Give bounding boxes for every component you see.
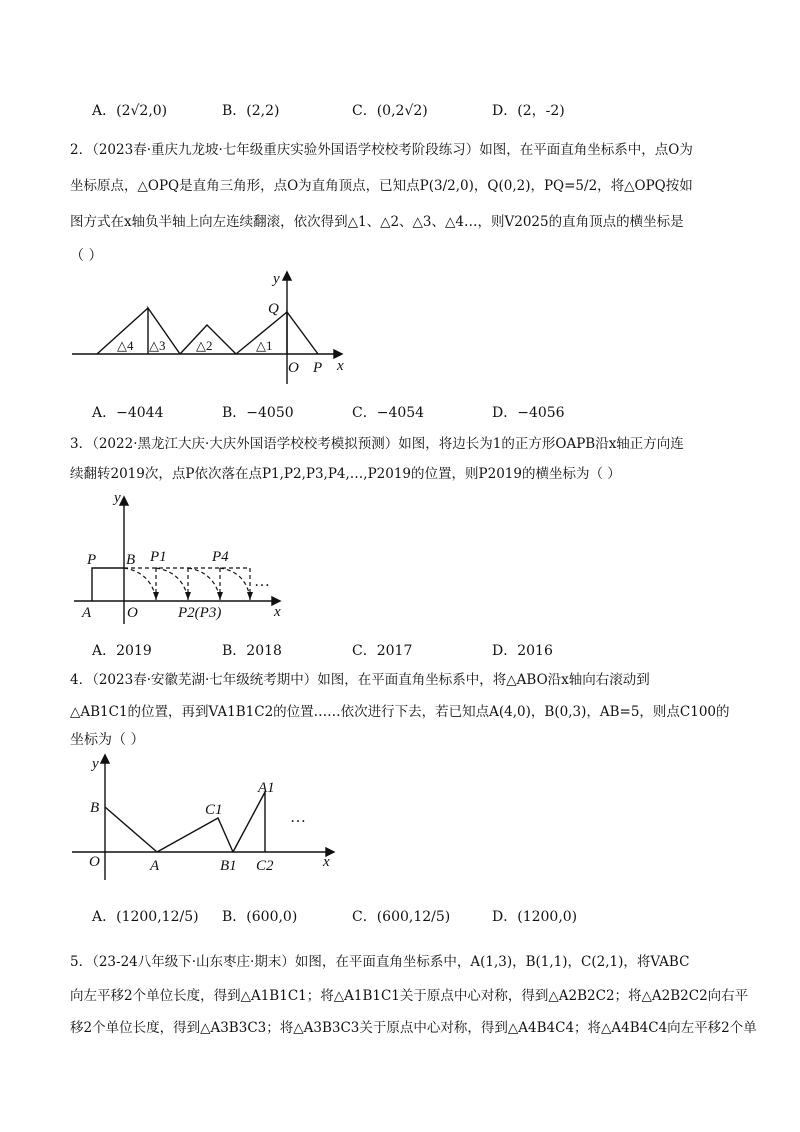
q1-option-d[interactable]: D．(2，-2) — [492, 103, 565, 119]
q2-option-a[interactable]: A．−4044 — [92, 405, 164, 421]
q5-text-line-2: 向左平移2个单位长度，得到△A1B1C1；将△A1B1C1关于原点中心对称，得到△A2B2C2；将△A2B2C2向右平 — [70, 988, 749, 1004]
q3-label-dots: … — [254, 573, 270, 590]
q2-option-d[interactable]: D．−4056 — [492, 405, 565, 421]
q3-option-b[interactable]: B．2018 — [222, 643, 282, 659]
q4-text-line-1: 4．（2023春·安徽芜湖·七年级统考期中）如图，在平面直角坐标系中，将△ABO沿x轴向右滚动到 — [70, 672, 650, 688]
q3-text-line-2: 续翻转2019次，点P依次落在点P1,P2,P3,P4,…,P2019的位置，则P2019的横坐标为（ ） — [70, 466, 621, 482]
q1-option-c[interactable]: C．(0,2√2) — [352, 103, 428, 119]
q2-label-t2: △2 — [196, 338, 213, 353]
q2-text-line-1: 2．（2023春·重庆九龙坡·七年级重庆实验外国语学校校考阶段练习）如图，在平面直角坐标系中，点O为 — [70, 142, 693, 158]
q2-text-line-2: 坐标原点，△OPQ是直角三角形，点O为直角顶点，已知点P(3/2,0)，Q(0,2)，PQ=5/2，将△OPQ按如 — [70, 178, 693, 194]
q4-label-b1: B1 — [220, 858, 237, 874]
q2-label-t4: △4 — [117, 338, 134, 353]
q3-option-a[interactable]: A．2019 — [92, 643, 152, 659]
q4-label-o: O — [89, 854, 100, 870]
q4-label-c2: C2 — [256, 858, 274, 874]
q2-text-line-3: 图方式在x轴负半轴上向左连续翻滚，依次得到△1、△2、△3、△4…，则V2025的直角顶点的横坐标是 — [70, 214, 684, 230]
q4-label-y: y — [92, 756, 99, 772]
q4-option-a[interactable]: A．(1200,12/5) — [92, 909, 199, 925]
q4-label-c1: C1 — [205, 802, 223, 818]
q3-text-line-1: 3．（2022·黑龙江大庆·大庆外国语学校校考模拟预测）如图，将边长为1的正方形OAPB沿x轴正方向连 — [70, 436, 684, 452]
q2-label-y: y — [273, 271, 280, 287]
q2-label-p: P — [313, 360, 323, 376]
q1-option-b[interactable]: B．(2,2) — [222, 103, 280, 119]
q2-option-c[interactable]: C．−4054 — [352, 405, 425, 421]
q4-label-a: A — [150, 858, 160, 874]
q2-label-o: O — [288, 360, 299, 376]
q3-label-p2p3: P2(P3) — [178, 605, 222, 621]
q5-text-line-3: 移2个单位长度，得到△A3B3C3；将△A3B3C3关于原点中心对称，得到△A4B4C4；将△A4B4C4向左平移2个单 — [70, 1020, 757, 1036]
q4-triangle-abo — [105, 807, 157, 852]
q4-label-x: x — [323, 854, 330, 870]
q3-option-c[interactable]: C．2017 — [352, 643, 413, 659]
q4-option-c[interactable]: C．(600,12/5) — [352, 909, 451, 925]
q4-option-d[interactable]: D．(1200,0) — [492, 909, 578, 925]
q3-option-d[interactable]: D．2016 — [492, 643, 553, 659]
q3-label-b: B — [126, 552, 136, 568]
q2-text-line-4: （ ） — [70, 248, 103, 264]
q2-label-q: Q — [268, 301, 279, 317]
q4-text-line-3: 坐标为（ ） — [70, 732, 145, 748]
q3-label-x: x — [274, 604, 281, 620]
q4-triangle-a1b1c2 — [233, 792, 265, 852]
q4-label-a1: A1 — [258, 780, 275, 796]
q4-triangle-ab1c1 — [157, 818, 233, 852]
q4-text-line-2: △AB1C1的位置，再到VA1B1C2的位置……依次进行下去，若已知点A(4,0)，B(0,3)，AB=5，则点C100的 — [70, 704, 730, 720]
q3-label-p1: P1 — [150, 549, 167, 565]
q2-label-x: x — [337, 358, 344, 374]
q4-label-dots: … — [290, 809, 306, 826]
q3-label-y: y — [114, 490, 121, 506]
q2-option-b[interactable]: B．−4050 — [222, 405, 294, 421]
q2-label-t3: △3 — [149, 338, 166, 353]
q3-label-p4: P4 — [212, 549, 229, 565]
q2-label-t1: △1 — [256, 338, 273, 353]
q4-label-b: B — [90, 800, 100, 816]
q1-option-a[interactable]: A．(2√2,0) — [92, 103, 168, 119]
q3-label-o: O — [127, 605, 138, 621]
q4-option-b[interactable]: B．(600,0) — [222, 909, 298, 925]
q5-text-line-1: 5．（23-24八年级下·山东枣庄·期末）如图，在平面直角坐标系中，A(1,3)，B(1,1)，C(2,1)，将VABC — [70, 954, 690, 970]
q3-label-p: P — [87, 552, 97, 568]
q3-label-a: A — [82, 605, 92, 621]
